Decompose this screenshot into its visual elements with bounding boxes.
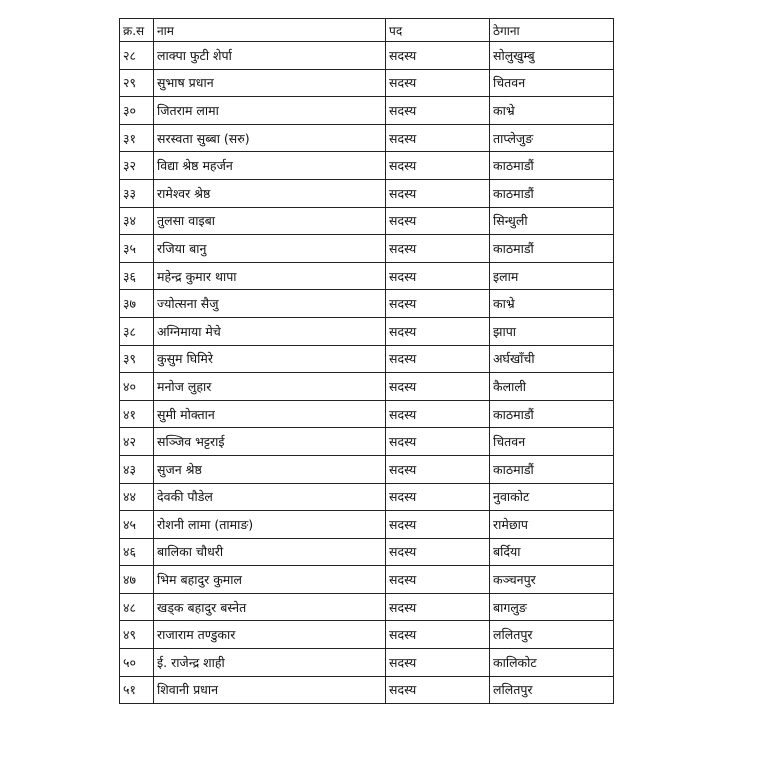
table-row bbox=[120, 290, 614, 318]
header-serial: क्र.स bbox=[120, 19, 154, 42]
row-post: सदस्य bbox=[386, 483, 490, 511]
row-address: झापा bbox=[490, 317, 614, 345]
row-name: विद्या श्रेष्ठ महर्जन bbox=[154, 152, 386, 180]
table-row bbox=[120, 124, 614, 152]
table-row bbox=[120, 649, 614, 677]
row-post: सदस्य bbox=[386, 69, 490, 97]
row-post: सदस्य bbox=[386, 649, 490, 677]
row-serial: ४७ bbox=[120, 566, 154, 594]
row-address: कञ्चनपुर bbox=[490, 566, 614, 594]
table-body bbox=[120, 42, 614, 704]
row-name: भिम बहादुर कुमाल bbox=[154, 566, 386, 594]
row-name: ज्योत्सना सैजु bbox=[154, 290, 386, 318]
table-row bbox=[120, 566, 614, 594]
row-name: सञ्जिव भट्टराई bbox=[154, 428, 386, 456]
row-serial: ३४ bbox=[120, 207, 154, 235]
row-serial: ४० bbox=[120, 373, 154, 401]
row-serial: ४१ bbox=[120, 400, 154, 428]
row-name: राजाराम तण्डुकार bbox=[154, 621, 386, 649]
table-row bbox=[120, 676, 614, 704]
row-name: सुजन श्रेष्ठ bbox=[154, 455, 386, 483]
row-post: सदस्य bbox=[386, 207, 490, 235]
table-header bbox=[120, 19, 614, 42]
table-row bbox=[120, 483, 614, 511]
row-address: काठमाडौं bbox=[490, 400, 614, 428]
row-name: लाक्पा फुटी शेर्पा bbox=[154, 42, 386, 70]
header-post: पद bbox=[386, 19, 490, 42]
row-name: तुलसा वाइबा bbox=[154, 207, 386, 235]
row-serial: २९ bbox=[120, 69, 154, 97]
row-serial: ४५ bbox=[120, 511, 154, 539]
row-address: बागलुङ bbox=[490, 593, 614, 621]
row-name: महेन्द्र कुमार थापा bbox=[154, 262, 386, 290]
row-name: कुसुम घिमिरे bbox=[154, 345, 386, 373]
row-post: सदस्य bbox=[386, 345, 490, 373]
table-row bbox=[120, 235, 614, 263]
row-serial: ३५ bbox=[120, 235, 154, 263]
row-serial: ५० bbox=[120, 649, 154, 677]
row-post: सदस्य bbox=[386, 400, 490, 428]
table-row bbox=[120, 262, 614, 290]
row-address: ललितपुर bbox=[490, 621, 614, 649]
row-post: सदस्य bbox=[386, 290, 490, 318]
row-name: ई. राजेन्द्र शाही bbox=[154, 649, 386, 677]
row-address: काठमाडौं bbox=[490, 179, 614, 207]
row-serial: २८ bbox=[120, 42, 154, 70]
row-serial: ४३ bbox=[120, 455, 154, 483]
table-row bbox=[120, 511, 614, 539]
row-name: शिवानी प्रधान bbox=[154, 676, 386, 704]
row-name: अग्निमाया मेचे bbox=[154, 317, 386, 345]
row-post: सदस्य bbox=[386, 373, 490, 401]
row-address: नुवाकोट bbox=[490, 483, 614, 511]
row-name: खड्क बहादुर बस्नेत bbox=[154, 593, 386, 621]
row-serial: ४४ bbox=[120, 483, 154, 511]
row-post: सदस्य bbox=[386, 235, 490, 263]
row-post: सदस्य bbox=[386, 538, 490, 566]
row-address: चितवन bbox=[490, 428, 614, 456]
row-address: बर्दिया bbox=[490, 538, 614, 566]
row-address: काठमाडौं bbox=[490, 455, 614, 483]
row-address: रामेछाप bbox=[490, 511, 614, 539]
row-post: सदस्य bbox=[386, 152, 490, 180]
table-row bbox=[120, 97, 614, 125]
row-post: सदस्य bbox=[386, 455, 490, 483]
table-row bbox=[120, 400, 614, 428]
row-address: ताप्लेजुङ bbox=[490, 124, 614, 152]
row-post: सदस्य bbox=[386, 124, 490, 152]
row-name: मनोज लुहार bbox=[154, 373, 386, 401]
row-serial: ४९ bbox=[120, 621, 154, 649]
row-name: सरस्वता सुब्बा (सरु) bbox=[154, 124, 386, 152]
header-name: नाम bbox=[154, 19, 386, 42]
row-serial: ४८ bbox=[120, 593, 154, 621]
header-address: ठेगाना bbox=[490, 19, 614, 42]
row-post: सदस्य bbox=[386, 621, 490, 649]
table-row bbox=[120, 207, 614, 235]
row-post: सदस्य bbox=[386, 566, 490, 594]
header-row bbox=[120, 19, 614, 42]
row-name: सुमी मोक्तान bbox=[154, 400, 386, 428]
row-address: सिन्धुली bbox=[490, 207, 614, 235]
table-row bbox=[120, 373, 614, 401]
row-name: रामेश्वर श्रेष्ठ bbox=[154, 179, 386, 207]
row-serial: ३२ bbox=[120, 152, 154, 180]
member-table bbox=[119, 18, 614, 704]
row-post: सदस्य bbox=[386, 179, 490, 207]
table-row bbox=[120, 42, 614, 70]
table-row bbox=[120, 345, 614, 373]
row-post: सदस्य bbox=[386, 676, 490, 704]
row-post: सदस्य bbox=[386, 593, 490, 621]
row-serial: ३० bbox=[120, 97, 154, 125]
row-serial: ४२ bbox=[120, 428, 154, 456]
table-row bbox=[120, 621, 614, 649]
table-row bbox=[120, 538, 614, 566]
row-address: इलाम bbox=[490, 262, 614, 290]
row-address: सोलुखुम्बु bbox=[490, 42, 614, 70]
row-name: सुभाष प्रधान bbox=[154, 69, 386, 97]
row-post: सदस्य bbox=[386, 42, 490, 70]
row-serial: ३६ bbox=[120, 262, 154, 290]
row-address: कालिकोट bbox=[490, 649, 614, 677]
row-address: चितवन bbox=[490, 69, 614, 97]
row-address: काभ्रे bbox=[490, 290, 614, 318]
table-row bbox=[120, 152, 614, 180]
table-row bbox=[120, 179, 614, 207]
row-name: जितराम लामा bbox=[154, 97, 386, 125]
table-row bbox=[120, 428, 614, 456]
row-serial: ४६ bbox=[120, 538, 154, 566]
row-serial: ३१ bbox=[120, 124, 154, 152]
table-row bbox=[120, 317, 614, 345]
row-name: रोशनी लामा (तामाङ) bbox=[154, 511, 386, 539]
row-post: सदस्य bbox=[386, 511, 490, 539]
row-name: देवकी पौडेल bbox=[154, 483, 386, 511]
row-address: कैलाली bbox=[490, 373, 614, 401]
row-serial: ३८ bbox=[120, 317, 154, 345]
row-address: काभ्रे bbox=[490, 97, 614, 125]
row-serial: ३३ bbox=[120, 179, 154, 207]
row-serial: ३७ bbox=[120, 290, 154, 318]
table-row bbox=[120, 69, 614, 97]
row-post: सदस्य bbox=[386, 262, 490, 290]
row-post: सदस्य bbox=[386, 97, 490, 125]
row-address: काठमाडौं bbox=[490, 235, 614, 263]
table-row bbox=[120, 455, 614, 483]
row-post: सदस्य bbox=[386, 428, 490, 456]
row-address: अर्घखाँची bbox=[490, 345, 614, 373]
row-address: ललितपुर bbox=[490, 676, 614, 704]
row-serial: ३९ bbox=[120, 345, 154, 373]
row-serial: ५१ bbox=[120, 676, 154, 704]
table-row bbox=[120, 593, 614, 621]
row-name: रजिया बानु bbox=[154, 235, 386, 263]
row-post: सदस्य bbox=[386, 317, 490, 345]
row-address: काठमाडौं bbox=[490, 152, 614, 180]
row-name: बालिका चौधरी bbox=[154, 538, 386, 566]
